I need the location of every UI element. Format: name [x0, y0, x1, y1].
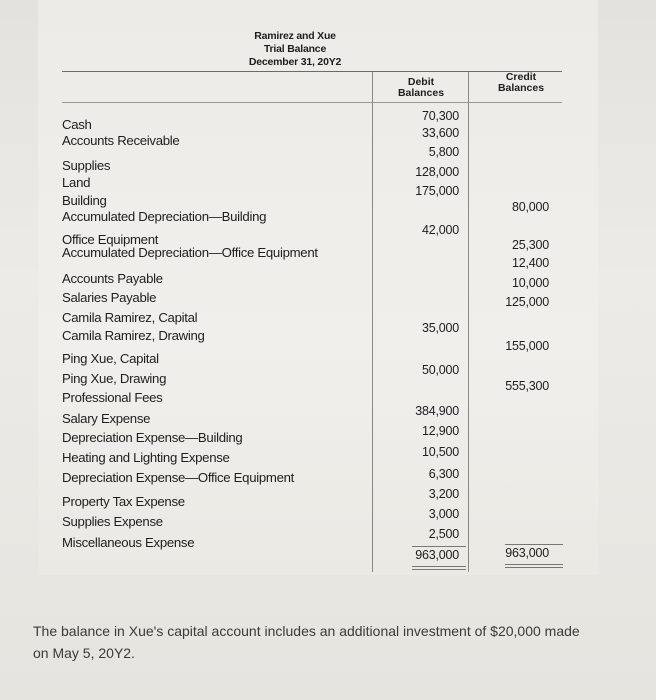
debit-heating-lighting: 10,500 [421, 445, 459, 459]
debit-depreciation-office-equipment: 6,300 [428, 467, 459, 481]
account-row: Camila Ramirez, Drawing [62, 328, 205, 343]
company-name: Ramirez and Xue [254, 30, 336, 42]
debit-salary-expense: 384,900 [415, 404, 459, 418]
debit-property-tax: 3,200 [428, 487, 459, 501]
debit-ramirez-drawing: 35,000 [421, 321, 459, 335]
account-row: Ping Xue, Drawing [62, 371, 167, 386]
credit-accounts-payable: 12,400 [511, 256, 549, 270]
account-row: Accounts Receivable [62, 133, 180, 148]
account-row: Land [62, 175, 91, 190]
debit-double-rule-1 [412, 566, 466, 567]
account-row: Supplies [62, 158, 111, 173]
account-row: Property Tax Expense [62, 494, 185, 509]
account-row: Heating and Lighting Expense [62, 450, 230, 465]
credit-total: 963,000 [505, 546, 549, 560]
credit-double-rule-2 [505, 567, 563, 568]
account-row: Camila Ramirez, Capital [62, 310, 198, 325]
account-row: Office Equipment [62, 232, 159, 247]
account-row: Miscellaneous Expense [62, 535, 195, 550]
account-row: Building [62, 193, 107, 208]
account-row: Professional Fees [62, 390, 163, 405]
credit-ramirez-capital: 125,000 [505, 295, 549, 309]
credit-total-rule [505, 544, 563, 545]
credit-header-line2: Balances [497, 82, 545, 94]
debit-header-line1: Debit [407, 76, 435, 88]
debit-xue-drawing: 50,000 [421, 363, 459, 377]
debit-cash: 70,300 [421, 109, 459, 123]
capital-note: The balance in Xue's capital account includes an additional investment of $20,000 made on May 5, 20Y2. [33, 623, 580, 661]
account-row: Accounts Payable [62, 271, 163, 286]
account-row: Ping Xue, Capital [62, 351, 159, 366]
account-row: Cash [62, 117, 92, 132]
credit-column-header [480, 72, 562, 94]
debit-supplies: 5,800 [428, 145, 459, 159]
debit-accounts-receivable: 33,600 [421, 126, 459, 140]
account-row: Supplies Expense [62, 514, 163, 529]
credit-header-line1: Credit [505, 71, 537, 83]
credit-accum-depreciation-building: 80,000 [511, 200, 549, 214]
debit-total: 963,000 [415, 548, 459, 562]
debit-building: 175,000 [415, 184, 459, 198]
debit-supplies-expense: 3,000 [428, 507, 459, 521]
debit-land: 128,000 [415, 165, 459, 179]
account-row: Depreciation Expense—Office Equipment [62, 470, 295, 485]
credit-accum-depreciation-office-equipment: 25,300 [511, 238, 549, 252]
credit-xue-capital: 155,000 [505, 339, 549, 353]
account-row: Accumulated Depreciation—Office Equipment [62, 245, 318, 260]
column-divider-middle [468, 72, 469, 572]
statement-title: Trial Balance [263, 43, 327, 55]
debit-column-header [388, 77, 454, 99]
debit-header-line2: Balances [397, 87, 445, 99]
account-row: Accumulated Depreciation—Building [62, 209, 267, 224]
credit-professional-fees: 555,300 [505, 379, 549, 393]
column-divider-left [372, 72, 373, 572]
header-rule [62, 102, 562, 103]
account-row: Depreciation Expense—Building [62, 430, 243, 445]
debit-total-rule [412, 546, 466, 547]
debit-office-equipment: 42,000 [421, 223, 459, 237]
statement-date: December 31, 20Y2 [248, 56, 342, 68]
account-row: Salary Expense [62, 411, 151, 426]
credit-salaries-payable: 10,000 [511, 276, 549, 290]
credit-double-rule-1 [505, 564, 563, 565]
debit-depreciation-building: 12,900 [421, 424, 459, 438]
debit-miscellaneous-expense: 2,500 [428, 527, 459, 541]
debit-double-rule-2 [412, 569, 466, 570]
account-row: Salaries Payable [62, 290, 157, 305]
